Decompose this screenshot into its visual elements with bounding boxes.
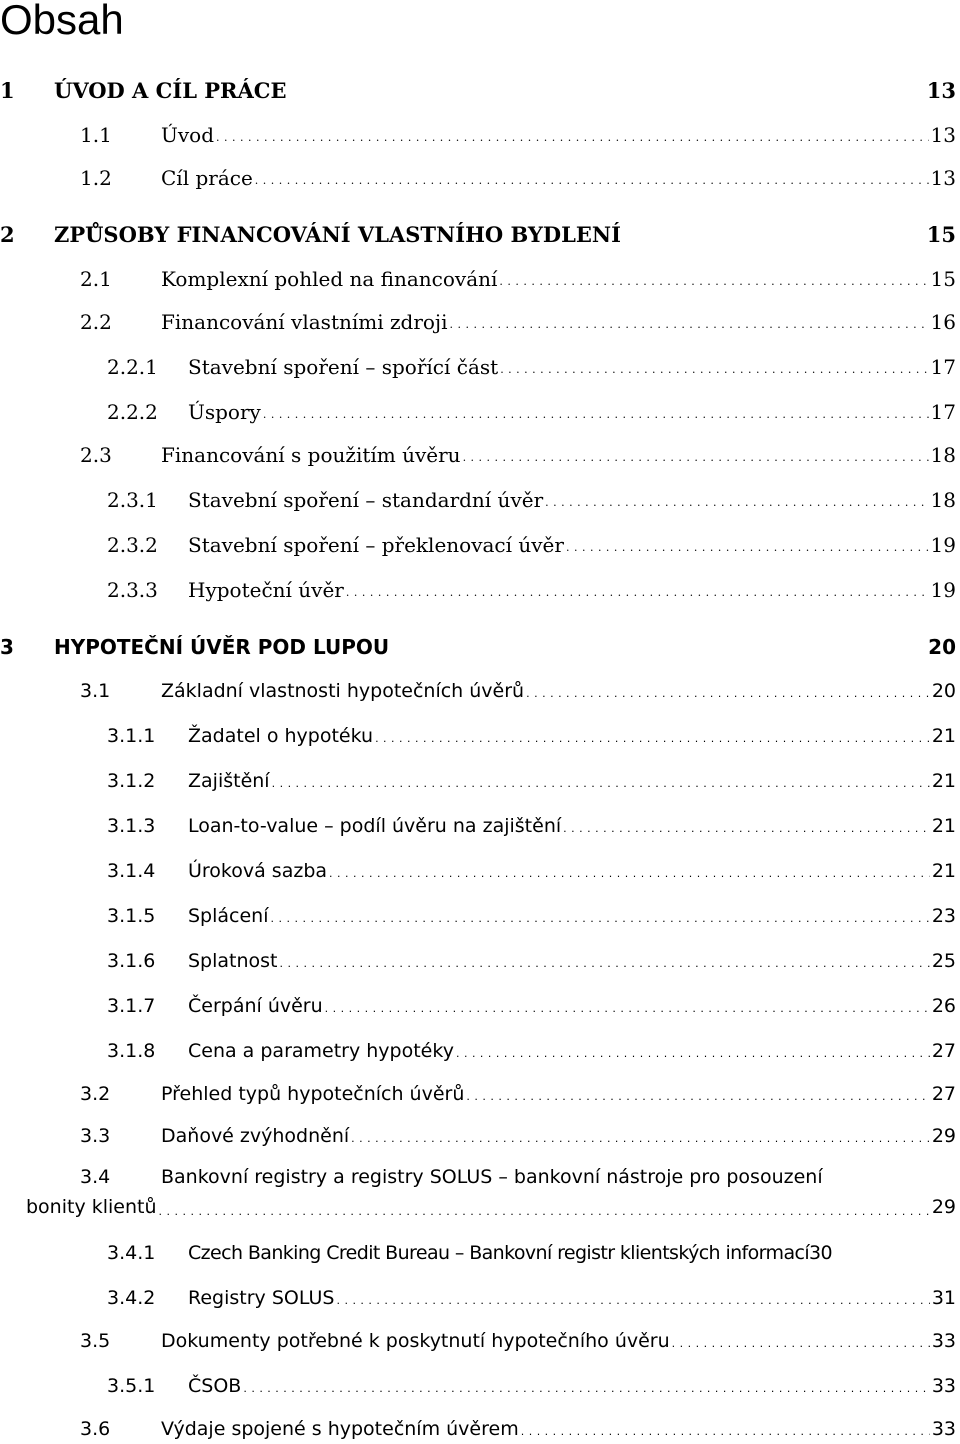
toc-title: Žadatel o hypotéku (188, 725, 374, 747)
toc-number: 3.1.8 (107, 1040, 156, 1062)
toc-entry-section[interactable] (0, 118, 956, 148)
dot-leader (463, 452, 929, 463)
toc-entry-subsection[interactable] (0, 1369, 956, 1399)
toc-page: 17 (930, 400, 956, 424)
toc-entry-subsection[interactable] (0, 528, 956, 558)
toc-number: 2.3.1 (107, 488, 158, 512)
toc-entry-subsection[interactable] (0, 989, 956, 1019)
toc-page: 30 (809, 1242, 833, 1264)
toc-number: 3.4 (80, 1166, 111, 1188)
toc-page: 18 (930, 488, 956, 512)
toc-page: 33 (931, 1375, 956, 1397)
toc-number: 2.3 (80, 443, 112, 467)
toc-entry-section[interactable] (0, 438, 956, 468)
dot-leader (466, 1091, 929, 1102)
toc-title: Stavební spoření – spořící část (188, 355, 499, 379)
toc-page: 16 (930, 310, 956, 334)
dot-leader (243, 1383, 929, 1394)
toc-title: Komplexní pohled na financování (161, 267, 498, 291)
toc-title: ÚVOD A CÍL PRÁCE (54, 78, 287, 103)
dot-leader (545, 497, 928, 508)
toc-title: Splatnost (188, 950, 278, 972)
toc-title: Stavební spoření – standardní úvěr (188, 488, 544, 512)
toc-number: 3.5.1 (107, 1375, 156, 1397)
toc-page: 20 (928, 635, 956, 659)
toc-page: 15 (926, 222, 956, 247)
toc-entry-subsection[interactable] (0, 350, 956, 380)
toc-title: Úspory (188, 400, 261, 424)
toc-entry-subsection[interactable] (0, 1236, 956, 1266)
toc-title: Úroková sazba (188, 860, 328, 882)
toc-title: Přehled typů hypotečních úvěrů (161, 1083, 465, 1105)
toc-entry-subsection[interactable] (0, 944, 956, 974)
toc-entry-section[interactable] (0, 1324, 956, 1354)
toc-page: 15 (930, 267, 956, 291)
toc-page: 29 (931, 1196, 956, 1218)
toc-number: 3.4.1 (107, 1242, 156, 1264)
toc-number: 2.1 (80, 267, 112, 291)
toc-entry-section[interactable] (0, 262, 956, 292)
toc-title: Registry SOLUS (188, 1287, 335, 1309)
toc-title: Čerpání úvěru (188, 995, 323, 1017)
toc-entry-subsection[interactable] (0, 719, 956, 749)
dot-leader (255, 175, 929, 186)
toc-page: 13 (930, 123, 956, 147)
toc-page: 17 (930, 355, 956, 379)
toc-page: 23 (931, 905, 956, 927)
toc-entry-section[interactable] (0, 1077, 956, 1107)
toc-title: Výdaje spojené s hypotečním úvěrem (161, 1418, 519, 1440)
toc-number: 1.1 (80, 123, 112, 147)
toc-page: 33 (931, 1418, 956, 1440)
toc-title: HYPOTEČNÍ ÚVĚR POD LUPOU (54, 635, 390, 659)
toc-entry-section[interactable] (0, 1412, 956, 1442)
toc-entry-chapter[interactable] (0, 74, 956, 104)
toc-entry-subsection[interactable] (0, 899, 956, 929)
dot-leader (272, 778, 930, 789)
toc-page: 33 (931, 1330, 956, 1352)
toc-page: 13 (930, 166, 956, 190)
dot-leader (672, 1338, 930, 1349)
toc-title: Stavební spoření – překlenovací úvěr (188, 533, 564, 557)
dot-leader (263, 409, 929, 420)
toc-title: Hypoteční úvěr (188, 578, 344, 602)
toc-number: 3 (0, 635, 14, 659)
toc-title: Financování s použitím úvěru (161, 443, 461, 467)
toc-entry-section[interactable] (0, 305, 956, 335)
dot-leader (500, 364, 928, 375)
toc-entry-chapter[interactable] (0, 630, 956, 660)
toc-entry-chapter[interactable] (0, 218, 956, 248)
toc-number: 3.1.6 (107, 950, 156, 972)
toc-page: 21 (931, 725, 956, 747)
toc-title: Splácení (188, 905, 269, 927)
toc-number: 1 (0, 78, 15, 103)
toc-page: 26 (931, 995, 956, 1017)
dot-leader (325, 1003, 930, 1014)
toc-entry-subsection[interactable] (0, 395, 956, 425)
dot-leader (216, 132, 929, 143)
toc-number: 3.3 (80, 1125, 111, 1147)
toc-entry-subsection[interactable] (0, 573, 956, 603)
toc-number: 3.5 (80, 1330, 111, 1352)
dot-leader (563, 823, 930, 834)
toc-entry-subsection[interactable] (0, 854, 956, 884)
dot-leader (456, 1048, 930, 1059)
toc-page: 13 (926, 78, 956, 103)
toc-number: 3.1.5 (107, 905, 156, 927)
toc-page: 20 (931, 680, 956, 702)
toc-number: 2.2.1 (107, 355, 158, 379)
toc-title: Daňové zvýhodnění (161, 1125, 350, 1147)
toc-entry-subsection[interactable] (0, 483, 956, 513)
toc-page: 29 (931, 1125, 956, 1147)
toc-number: 3.1.4 (107, 860, 156, 882)
dot-leader (526, 688, 930, 699)
toc-number: 3.1.1 (107, 725, 156, 747)
toc-title: Czech Banking Credit Bureau – Bankovní registr klientských informací (188, 1242, 810, 1264)
toc-number: 2.3.3 (107, 578, 158, 602)
toc-number: 3.2 (80, 1083, 111, 1105)
toc-title: Financování vlastními zdroji (161, 310, 448, 334)
toc-page: 27 (931, 1040, 956, 1062)
toc-entry-section[interactable] (0, 161, 956, 191)
toc-number: 2.2 (80, 310, 112, 334)
toc-page: 19 (930, 533, 956, 557)
toc-number: 3.4.2 (107, 1287, 156, 1309)
toc-title: Cíl práce (161, 166, 253, 190)
toc-number: 3.1.3 (107, 815, 156, 837)
toc-page: 25 (931, 950, 956, 972)
dot-leader (499, 276, 928, 287)
toc-entry-section-wrapped[interactable] (0, 1162, 956, 1222)
toc-entry-subsection[interactable] (0, 1281, 956, 1311)
toc-entry-subsection[interactable] (0, 764, 956, 794)
toc-title: ČSOB (188, 1375, 242, 1397)
toc-title: Dokumenty potřebné k poskytnutí hypotečního úvěru (161, 1330, 670, 1352)
dot-leader (351, 1133, 930, 1144)
toc-page: 31 (931, 1287, 956, 1309)
toc-number: 2 (0, 222, 15, 247)
toc-title: Bankovní registry a registry SOLUS – bankovní nástroje pro posouzení (161, 1166, 823, 1188)
toc-title: Cena a parametry hypotéky (188, 1040, 454, 1062)
dot-leader (521, 1426, 930, 1437)
toc-number: 3.1 (80, 680, 111, 702)
toc-title: Základní vlastnosti hypotečních úvěrů (161, 680, 525, 702)
toc-page: 21 (931, 770, 956, 792)
toc-entry-section[interactable] (0, 674, 956, 704)
toc-title: Úvod (161, 123, 214, 147)
toc-title: Zajištění (188, 770, 270, 792)
toc-page: 18 (930, 443, 956, 467)
toc-page: 19 (930, 578, 956, 602)
toc-entry-subsection[interactable] (0, 809, 956, 839)
dot-leader (336, 1295, 929, 1306)
toc-number: 1.2 (80, 166, 112, 190)
dot-leader (159, 1206, 930, 1217)
dot-leader (375, 733, 930, 744)
toc-entry-subsection[interactable] (0, 1034, 956, 1064)
dot-leader (271, 913, 930, 924)
page-title: Obsah (0, 0, 124, 43)
dot-leader (566, 542, 929, 553)
toc-number: 2.2.2 (107, 400, 158, 424)
toc-title-continuation: bonity klientů (26, 1196, 157, 1218)
toc-number: 3.1.2 (107, 770, 156, 792)
toc-title: Loan-to-value – podíl úvěru na zajištění (188, 815, 562, 837)
toc-page: 21 (931, 860, 956, 882)
dot-leader (280, 958, 930, 969)
dot-leader (346, 587, 929, 598)
toc-number: 3.6 (80, 1418, 111, 1440)
toc-number: 2.3.2 (107, 533, 158, 557)
toc-title: ZPŮSOBY FINANCOVÁNÍ VLASTNÍHO BYDLENÍ (54, 222, 621, 247)
toc-page: 21 (931, 815, 956, 837)
toc-number: 3.1.7 (107, 995, 156, 1017)
toc-page: 27 (931, 1083, 956, 1105)
dot-leader (329, 868, 930, 879)
dot-leader (450, 319, 929, 330)
toc-entry-section[interactable] (0, 1119, 956, 1149)
